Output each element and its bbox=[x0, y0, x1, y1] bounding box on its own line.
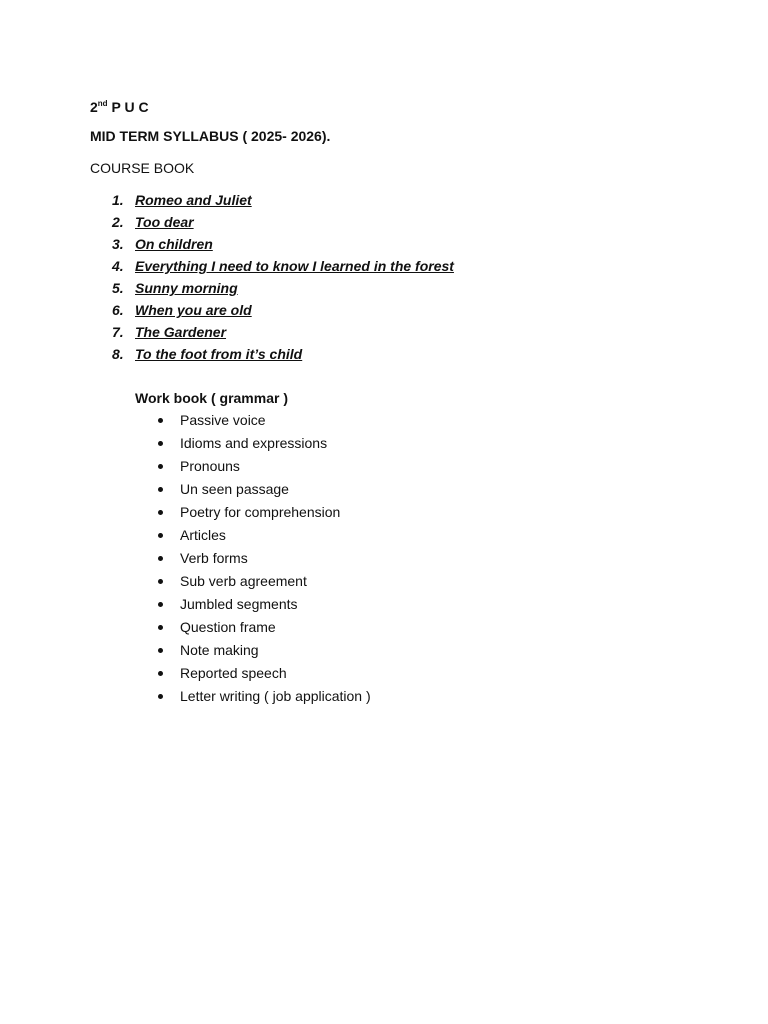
list-item bbox=[90, 662, 730, 685]
item-number: 3. bbox=[112, 236, 124, 252]
item-number: 4. bbox=[112, 258, 124, 274]
list-item bbox=[90, 547, 730, 570]
item-label: Articles bbox=[180, 527, 226, 543]
list-item bbox=[90, 639, 730, 662]
grade-heading bbox=[90, 93, 730, 115]
list-item bbox=[90, 189, 730, 211]
list-item bbox=[90, 685, 730, 708]
item-label: Idioms and expressions bbox=[180, 435, 328, 451]
item-number: 6. bbox=[112, 302, 124, 318]
bullet-icon bbox=[158, 648, 163, 653]
grade-number: 2 bbox=[90, 99, 98, 115]
bullet-icon bbox=[158, 694, 163, 699]
list-item bbox=[90, 593, 730, 616]
item-title: The Gardener bbox=[135, 324, 227, 340]
item-number: 2. bbox=[112, 214, 124, 230]
grade-rest: P U C bbox=[107, 99, 149, 115]
item-number: 7. bbox=[112, 324, 124, 340]
item-label: Question frame bbox=[180, 619, 276, 635]
bullet-icon bbox=[158, 487, 163, 492]
bullet-icon bbox=[158, 418, 163, 423]
item-label: Letter writing ( job application ) bbox=[180, 688, 371, 704]
item-title: On children bbox=[135, 236, 213, 252]
document-page bbox=[90, 93, 730, 708]
grammar-list bbox=[90, 409, 730, 708]
list-item bbox=[90, 233, 730, 255]
bullet-icon bbox=[158, 625, 163, 630]
list-item bbox=[90, 321, 730, 343]
item-label: Poetry for comprehension bbox=[180, 504, 341, 520]
item-title: Romeo and Juliet bbox=[135, 192, 252, 208]
item-label: Un seen passage bbox=[180, 481, 289, 497]
bullet-icon bbox=[158, 533, 163, 538]
item-title: Everything I need to know I learned in the forest bbox=[135, 258, 454, 274]
list-item bbox=[90, 211, 730, 233]
item-label: Reported speech bbox=[180, 665, 287, 681]
list-item bbox=[90, 570, 730, 593]
list-item bbox=[90, 478, 730, 501]
list-item bbox=[90, 343, 730, 365]
course-book-heading: COURSE BOOK bbox=[90, 160, 195, 176]
item-label: Verb forms bbox=[180, 550, 248, 566]
item-label: Pronouns bbox=[180, 458, 240, 474]
list-item bbox=[90, 299, 730, 321]
list-item bbox=[90, 455, 730, 478]
item-label: Passive voice bbox=[180, 412, 266, 428]
list-item bbox=[90, 616, 730, 639]
workbook-heading: Work book ( grammar ) bbox=[135, 390, 288, 406]
course-book-list bbox=[90, 189, 730, 365]
item-number: 1. bbox=[112, 192, 124, 208]
bullet-icon bbox=[158, 579, 163, 584]
grade-suffix: nd bbox=[97, 99, 108, 108]
item-title: To the foot from it’s child bbox=[135, 346, 303, 362]
list-item bbox=[90, 255, 730, 277]
item-number: 5. bbox=[112, 280, 124, 296]
item-label: Jumbled segments bbox=[180, 596, 298, 612]
syllabus-title: MID TERM SYLLABUS ( 2025- 2026). bbox=[90, 128, 331, 144]
bullet-icon bbox=[158, 556, 163, 561]
bullet-icon bbox=[158, 671, 163, 676]
list-item bbox=[90, 409, 730, 432]
bullet-icon bbox=[158, 441, 163, 446]
bullet-icon bbox=[158, 602, 163, 607]
item-label: Sub verb agreement bbox=[180, 573, 307, 589]
bullet-icon bbox=[158, 464, 163, 469]
item-title: Too dear bbox=[135, 214, 194, 230]
item-title: Sunny morning bbox=[135, 280, 238, 296]
item-label: Note making bbox=[180, 642, 259, 658]
list-item bbox=[90, 524, 730, 547]
list-item bbox=[90, 432, 730, 455]
item-number: 8. bbox=[112, 346, 124, 362]
list-item bbox=[90, 277, 730, 299]
item-title: When you are old bbox=[135, 302, 252, 318]
bullet-icon bbox=[158, 510, 163, 515]
list-item bbox=[90, 501, 730, 524]
